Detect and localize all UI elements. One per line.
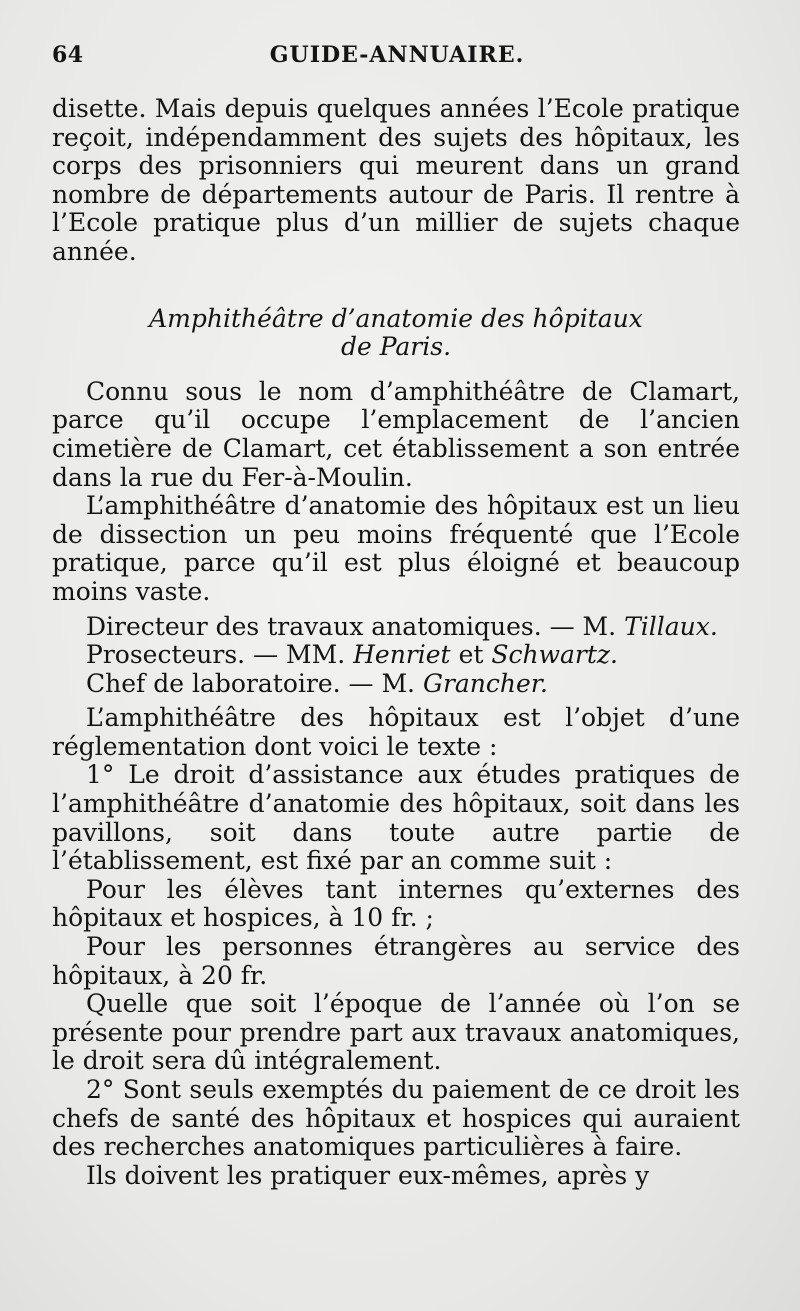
paragraph-article-1: 1° Le droit d’assistance aux études pratiques de l’amphithéâtre d’anatomie des hôpitaux, soit dans les pavillons, soit dans toute autre partie de l’établissement, est fixé par an comme suit : — [52, 760, 740, 876]
section-title-line1: Amphithéâtre d’anatomie des hôpitaux — [149, 303, 643, 333]
prosectors-label: Prosecteurs. — MM. — [86, 640, 346, 670]
paragraph-amphitheatre: L’amphithéâtre d’anatomie des hôpitaux est un lieu de dissection un peu moins fréquenté que l’Ecole pratique, parce qu’il est plus éloigné et beaucoup moins vaste. — [52, 491, 740, 606]
lab-label: Chef de laboratoire. — M. — [86, 668, 416, 698]
paragraph-reglementation: L’amphithéâtre des hôpitaux est l’objet d’une réglementation dont voici le texte : — [52, 703, 740, 761]
prosectors-line — [52, 641, 740, 670]
paragraph-clamart: Connu sous le nom d’amphithéâtre de Clamart, parce qu’il occupe l’emplacement de l’ancien cimetière de Clamart, cet établissement a son entrée dans la rue du Fer-à-Moulin. — [52, 376, 740, 492]
paragraph-disette: disette. Mais depuis quelques années l’Ecole pratique reçoit, indépendamment des sujets des hôpitaux, les corps des prisonniers qui meurent dans un grand nombre de départements autour de Paris. Il rentre à l’Ecole pratique plus d’un millier de sujets chaque année. — [52, 94, 740, 266]
director-line — [52, 613, 740, 642]
section-title-line2: de Paris. — [340, 332, 452, 362]
paragraph-eleves: Pour les élèves tant internes qu’externes des hôpitaux et hospices, à 10 fr. ; — [52, 874, 740, 933]
page-number: 64 — [52, 42, 84, 68]
prosector-1: Henriet — [353, 640, 451, 670]
paragraph-etrangeres: Pour les personnes étrangères au service des hôpitaux, à 20 fr. — [52, 932, 740, 990]
prosector-2: Schwartz. — [491, 640, 619, 670]
page-body — [52, 95, 740, 1190]
prosectors-and: et — [458, 640, 484, 670]
paragraph-ils-doivent: Ils doivent les pratiquer eux-mêmes, après y — [86, 1160, 650, 1190]
director-name: Tillaux. — [624, 611, 718, 641]
page-header — [52, 42, 742, 76]
section-title — [52, 305, 740, 362]
lab-name: Grancher. — [422, 668, 548, 698]
paragraph-article-2: 2° Sont seuls exemptés du paiement de ce droit les chefs de santé des hôpitaux et hospices qui auraient des recherches anatomiques particulières à faire. — [52, 1075, 740, 1162]
running-head: GUIDE-ANNUAIRE. — [269, 42, 525, 68]
lab-chief-line — [52, 670, 740, 699]
director-label: Directeur des travaux anatomiques. — M. — [86, 611, 617, 641]
paragraph-quelle-que-soit: Quelle que soit l’époque de l’année où l’on se présente pour prendre part aux travaux anatomiques, le droit sera dû intégralement. — [52, 989, 740, 1076]
